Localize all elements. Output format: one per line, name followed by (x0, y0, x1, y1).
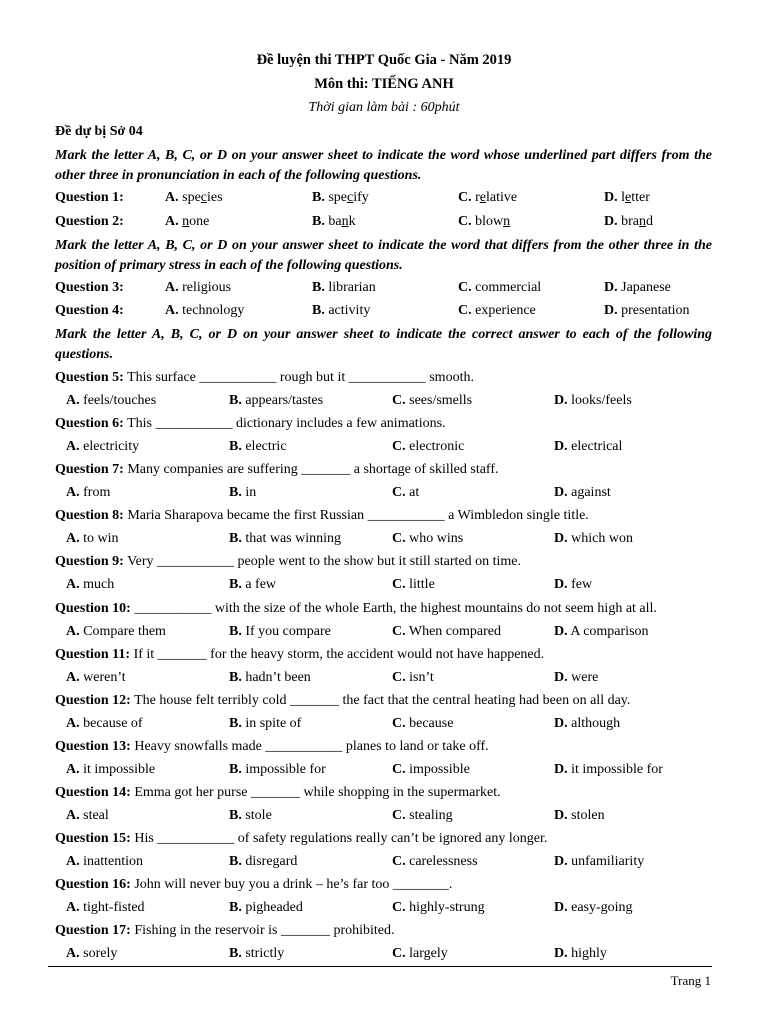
question-4-option-a[interactable]: A. technology (165, 303, 245, 318)
question-10-option-d[interactable]: D. A comparison (554, 624, 649, 639)
question-5-text: This surface ___________ rough but it ___________ smooth. (123, 370, 474, 385)
question-3 (0, 280, 768, 298)
exam-time: Thời gian làm bài : 60phút (308, 100, 460, 115)
question-13-label: Question 13: (55, 739, 131, 754)
question-12-option-b[interactable]: B. in spite of (229, 716, 302, 731)
question-3-option-a[interactable]: A. religious (165, 280, 232, 295)
question-6-option-b[interactable]: B. electric (229, 439, 287, 454)
question-8-option-c[interactable]: C. who wins (392, 531, 464, 546)
question-8-option-b[interactable]: B. that was winning (229, 531, 341, 546)
question-7-option-c[interactable]: C. at (392, 485, 420, 500)
question-15-option-c[interactable]: C. carelessness (392, 854, 478, 869)
question-10-label: Question 10: (55, 601, 131, 616)
question-15-option-b[interactable]: B. disregard (229, 854, 298, 869)
question-14-option-b[interactable]: B. stole (229, 808, 272, 823)
question-9-option-c[interactable]: C. little (392, 577, 435, 592)
question-15-text: His ___________ of safety regulations really can’t be ignored any longer. (130, 831, 548, 846)
question-13-option-b[interactable]: B. impossible for (229, 762, 326, 777)
question-2-option-a[interactable]: A. none (165, 214, 210, 229)
footer-rule (48, 966, 712, 967)
question-10-options (0, 624, 768, 642)
question-14-option-d[interactable]: D. stolen (554, 808, 605, 823)
question-1-option-c[interactable]: C. relative (458, 190, 518, 205)
question-1-option-b[interactable]: B. specify (312, 190, 369, 205)
question-9-label: Question 9: (55, 554, 124, 569)
question-16-option-d[interactable]: D. easy-going (554, 900, 633, 915)
question-14-label: Question 14: (55, 785, 131, 800)
question-8-option-a[interactable]: A. to win (66, 531, 119, 546)
question-10-option-a[interactable]: A. Compare them (66, 624, 166, 639)
question-1-option-a[interactable]: A. species (165, 190, 223, 205)
question-2-option-c[interactable]: C. blown (458, 214, 511, 229)
question-7-option-b[interactable]: B. in (229, 485, 257, 500)
question-7-options (0, 485, 768, 503)
question-17-option-b[interactable]: B. strictly (229, 946, 285, 961)
question-3-label: Question 3: (55, 280, 124, 295)
question-13-options (0, 762, 768, 780)
question-15-option-d[interactable]: D. unfamiliarity (554, 854, 645, 869)
question-16-stem (55, 877, 715, 893)
question-9-option-d[interactable]: D. few (554, 577, 593, 592)
question-4-label: Question 4: (55, 303, 124, 318)
question-15-options (0, 854, 768, 872)
question-12-text: The house felt terribly cold _______ the fact that the central heating had been on all day. (130, 693, 631, 708)
question-5-options (0, 393, 768, 411)
question-12-option-d[interactable]: D. although (554, 716, 621, 731)
question-4-option-d[interactable]: D. presentation (604, 303, 690, 318)
question-8-text: Maria Sharapova became the first Russian ___________ a Wimbledon single title. (123, 508, 589, 523)
question-5-stem (55, 370, 715, 386)
question-4 (0, 303, 768, 321)
question-7-label: Question 7: (55, 462, 124, 477)
question-14-option-a[interactable]: A. steal (66, 808, 109, 823)
question-6-options (0, 439, 768, 457)
question-5-option-d[interactable]: D. looks/feels (554, 393, 632, 408)
question-16-option-c[interactable]: C. highly-strung (392, 900, 485, 915)
question-13-option-a[interactable]: A. it impossible (66, 762, 156, 777)
question-12-options (0, 716, 768, 734)
question-17-option-c[interactable]: C. largely (392, 946, 448, 961)
question-10-option-c[interactable]: C. When compared (392, 624, 501, 639)
question-9-text: Very ___________ people went to the show but it still started on time. (123, 554, 521, 569)
question-7-stem (55, 462, 715, 478)
question-17-text: Fishing in the reservoir is _______ prohibited. (130, 923, 395, 938)
question-12-option-c[interactable]: C. because (392, 716, 454, 731)
question-4-option-c[interactable]: C. experience (458, 303, 536, 318)
question-16-options (0, 900, 768, 918)
question-5-option-c[interactable]: C. sees/smells (392, 393, 473, 408)
question-13-option-d[interactable]: D. it impossible for (554, 762, 663, 777)
question-12-stem (55, 693, 715, 709)
exam-code: Đề dự bị Sở 04 (55, 124, 143, 139)
question-17-stem (55, 923, 715, 939)
question-14-text: Emma got her purse _______ while shopping in the supermarket. (130, 785, 501, 800)
question-11-options (0, 670, 768, 688)
question-14-option-c[interactable]: C. stealing (392, 808, 453, 823)
question-7-option-a[interactable]: A. from (66, 485, 111, 500)
question-11-option-a[interactable]: A. weren’t (66, 670, 126, 685)
question-1-label: Question 1: (55, 190, 124, 205)
question-13-stem (55, 739, 715, 755)
question-3-option-b[interactable]: B. librarian (312, 280, 376, 295)
question-8-options (0, 531, 768, 549)
question-5-option-a[interactable]: A. feels/touches (66, 393, 157, 408)
question-9-option-b[interactable]: B. a few (229, 577, 277, 592)
question-11-option-c[interactable]: C. isn’t (392, 670, 434, 685)
question-12-option-a[interactable]: A. because of (66, 716, 143, 731)
question-3-option-c[interactable]: C. commercial (458, 280, 542, 295)
question-17-options (0, 946, 768, 964)
instruction-pronunciation: Mark the letter A, B, C, or D on your answer sheet to indicate the word whose underlined part differs from the other three in pronunciation in each of the following questions. (55, 148, 712, 183)
question-14-options (0, 808, 768, 826)
question-6-option-a[interactable]: A. electricity (66, 439, 140, 454)
question-13-text: Heavy snowfalls made ___________ planes to land or take off. (130, 739, 489, 754)
question-7-option-d[interactable]: D. against (554, 485, 611, 500)
question-13-option-c[interactable]: C. impossible (392, 762, 470, 777)
question-6-option-c[interactable]: C. electronic (392, 439, 465, 454)
question-8-stem (55, 508, 715, 524)
question-10-text: ___________ with the size of the whole Earth, the highest mountains do not seem high at all. (130, 601, 657, 616)
instruction-correct: Mark the letter A, B, C, or D on your answer sheet to indicate the correct answer to each of the following questions. (55, 327, 712, 362)
question-12-label: Question 12: (55, 693, 131, 708)
question-14-stem (55, 785, 715, 801)
question-15-stem (55, 831, 715, 847)
question-8-label: Question 8: (55, 508, 124, 523)
question-4-option-b[interactable]: B. activity (312, 303, 371, 318)
question-6-text: This ___________ dictionary includes a few animations. (123, 416, 446, 431)
question-11-stem (55, 647, 715, 663)
question-11-option-b[interactable]: B. hadn’t been (229, 670, 311, 685)
question-7-text: Many companies are suffering _______ a shortage of skilled staff. (123, 462, 499, 477)
question-16-label: Question 16: (55, 877, 131, 892)
question-9-option-a[interactable]: A. much (66, 577, 115, 592)
question-9-stem (55, 554, 715, 570)
question-11-option-d[interactable]: D. were (554, 670, 599, 685)
question-15-label: Question 15: (55, 831, 131, 846)
instruction-stress: Mark the letter A, B, C, or D on your answer sheet to indicate the word that differs from the other three in the position of primary stress in each of the following questions. (55, 238, 712, 273)
question-8-option-d[interactable]: D. which won (554, 531, 633, 546)
question-1-option-d[interactable]: D. letter (604, 190, 650, 205)
question-6-stem (55, 416, 715, 432)
question-6-option-d[interactable]: D. electrical (554, 439, 623, 454)
question-16-option-a[interactable]: A. tight-fisted (66, 900, 145, 915)
question-16-option-b[interactable]: B. pigheaded (229, 900, 303, 915)
exam-subject: Môn thi: TIẾNG ANH (314, 76, 454, 92)
question-3-option-d[interactable]: D. Japanese (604, 280, 671, 295)
question-5-label: Question 5: (55, 370, 124, 385)
page-number: Trang 1 (670, 973, 711, 988)
question-11-label: Question 11: (55, 647, 131, 662)
question-10-stem (55, 601, 715, 617)
exam-title: Đề luyện thi THPT Quốc Gia - Năm 2019 (256, 52, 512, 68)
question-5-option-b[interactable]: B. appears/tastes (229, 393, 324, 408)
question-11-text: If it _______ for the heavy storm, the accident would not have happened. (130, 647, 545, 662)
question-6-label: Question 6: (55, 416, 124, 431)
question-17-option-d[interactable]: D. highly (554, 946, 607, 961)
question-2-label: Question 2: (55, 214, 124, 229)
question-2 (0, 214, 768, 232)
question-17-option-a[interactable]: A. sorely (66, 946, 118, 961)
question-2-option-b[interactable]: B. bank (312, 214, 356, 229)
question-9-options (0, 577, 768, 595)
question-2-option-d[interactable]: D. brand (604, 214, 654, 229)
question-16-text: John will never buy you a drink – he’s far too ________. (130, 877, 453, 892)
question-15-option-a[interactable]: A. inattention (66, 854, 144, 869)
question-1 (0, 190, 768, 208)
question-17-label: Question 17: (55, 923, 131, 938)
question-10-option-b[interactable]: B. If you compare (229, 624, 331, 639)
